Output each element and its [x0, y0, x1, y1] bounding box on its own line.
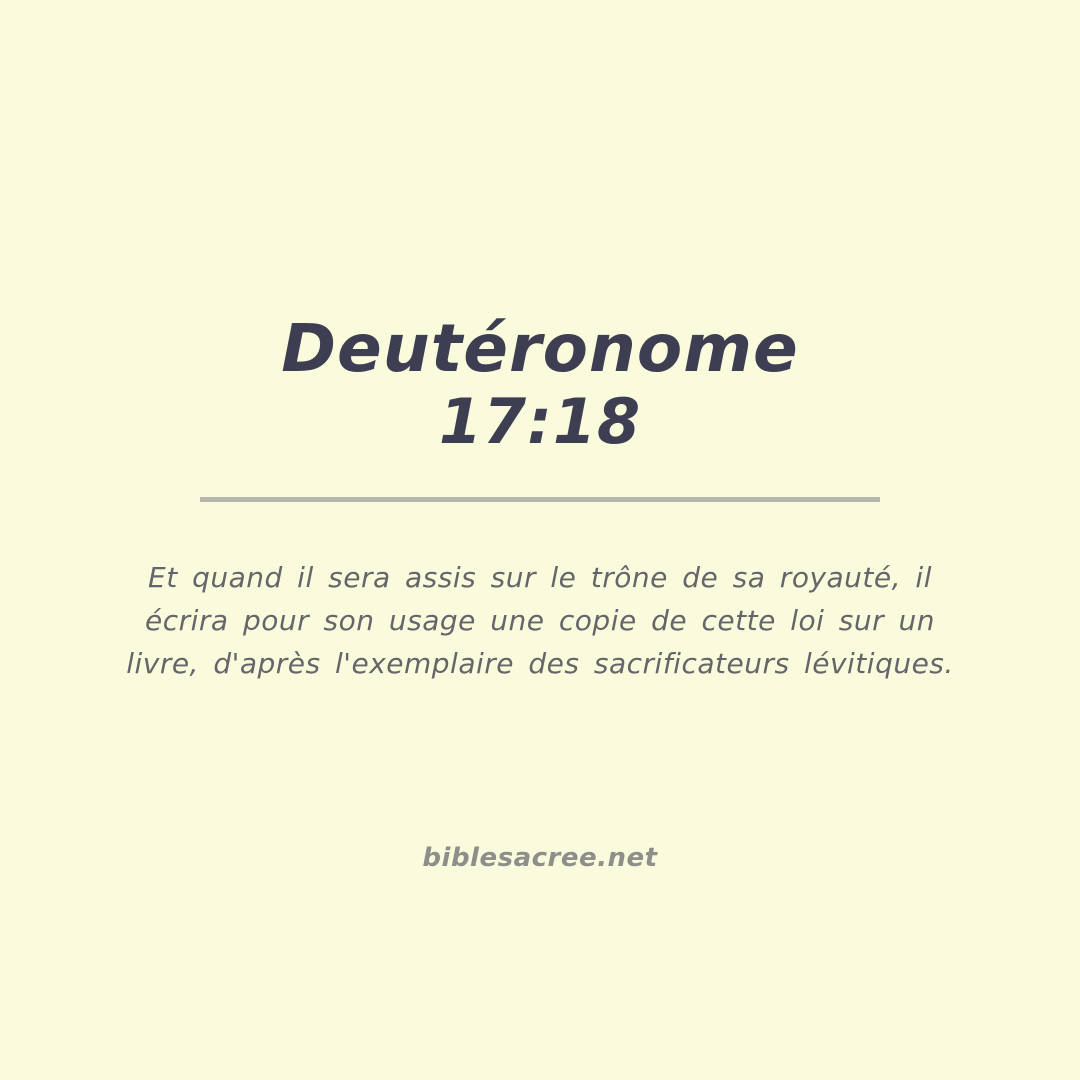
verse-line: écrira pour son usage une copie de cette loi sur un — [144, 604, 936, 637]
divider-line — [200, 497, 880, 502]
website-credit: biblesacree.net — [422, 843, 658, 873]
book-name: Deutéronome — [281, 310, 799, 387]
verse-text — [90, 556, 990, 685]
verse-reference: 17:18 — [438, 385, 642, 458]
page-title — [0, 312, 1080, 458]
verse-line: Et quand il sera assis sur le trône de sa royauté, il — [148, 561, 932, 594]
verse-line: livre, d'après l'exemplaire des sacrificateurs lévitiques. — [126, 647, 954, 680]
